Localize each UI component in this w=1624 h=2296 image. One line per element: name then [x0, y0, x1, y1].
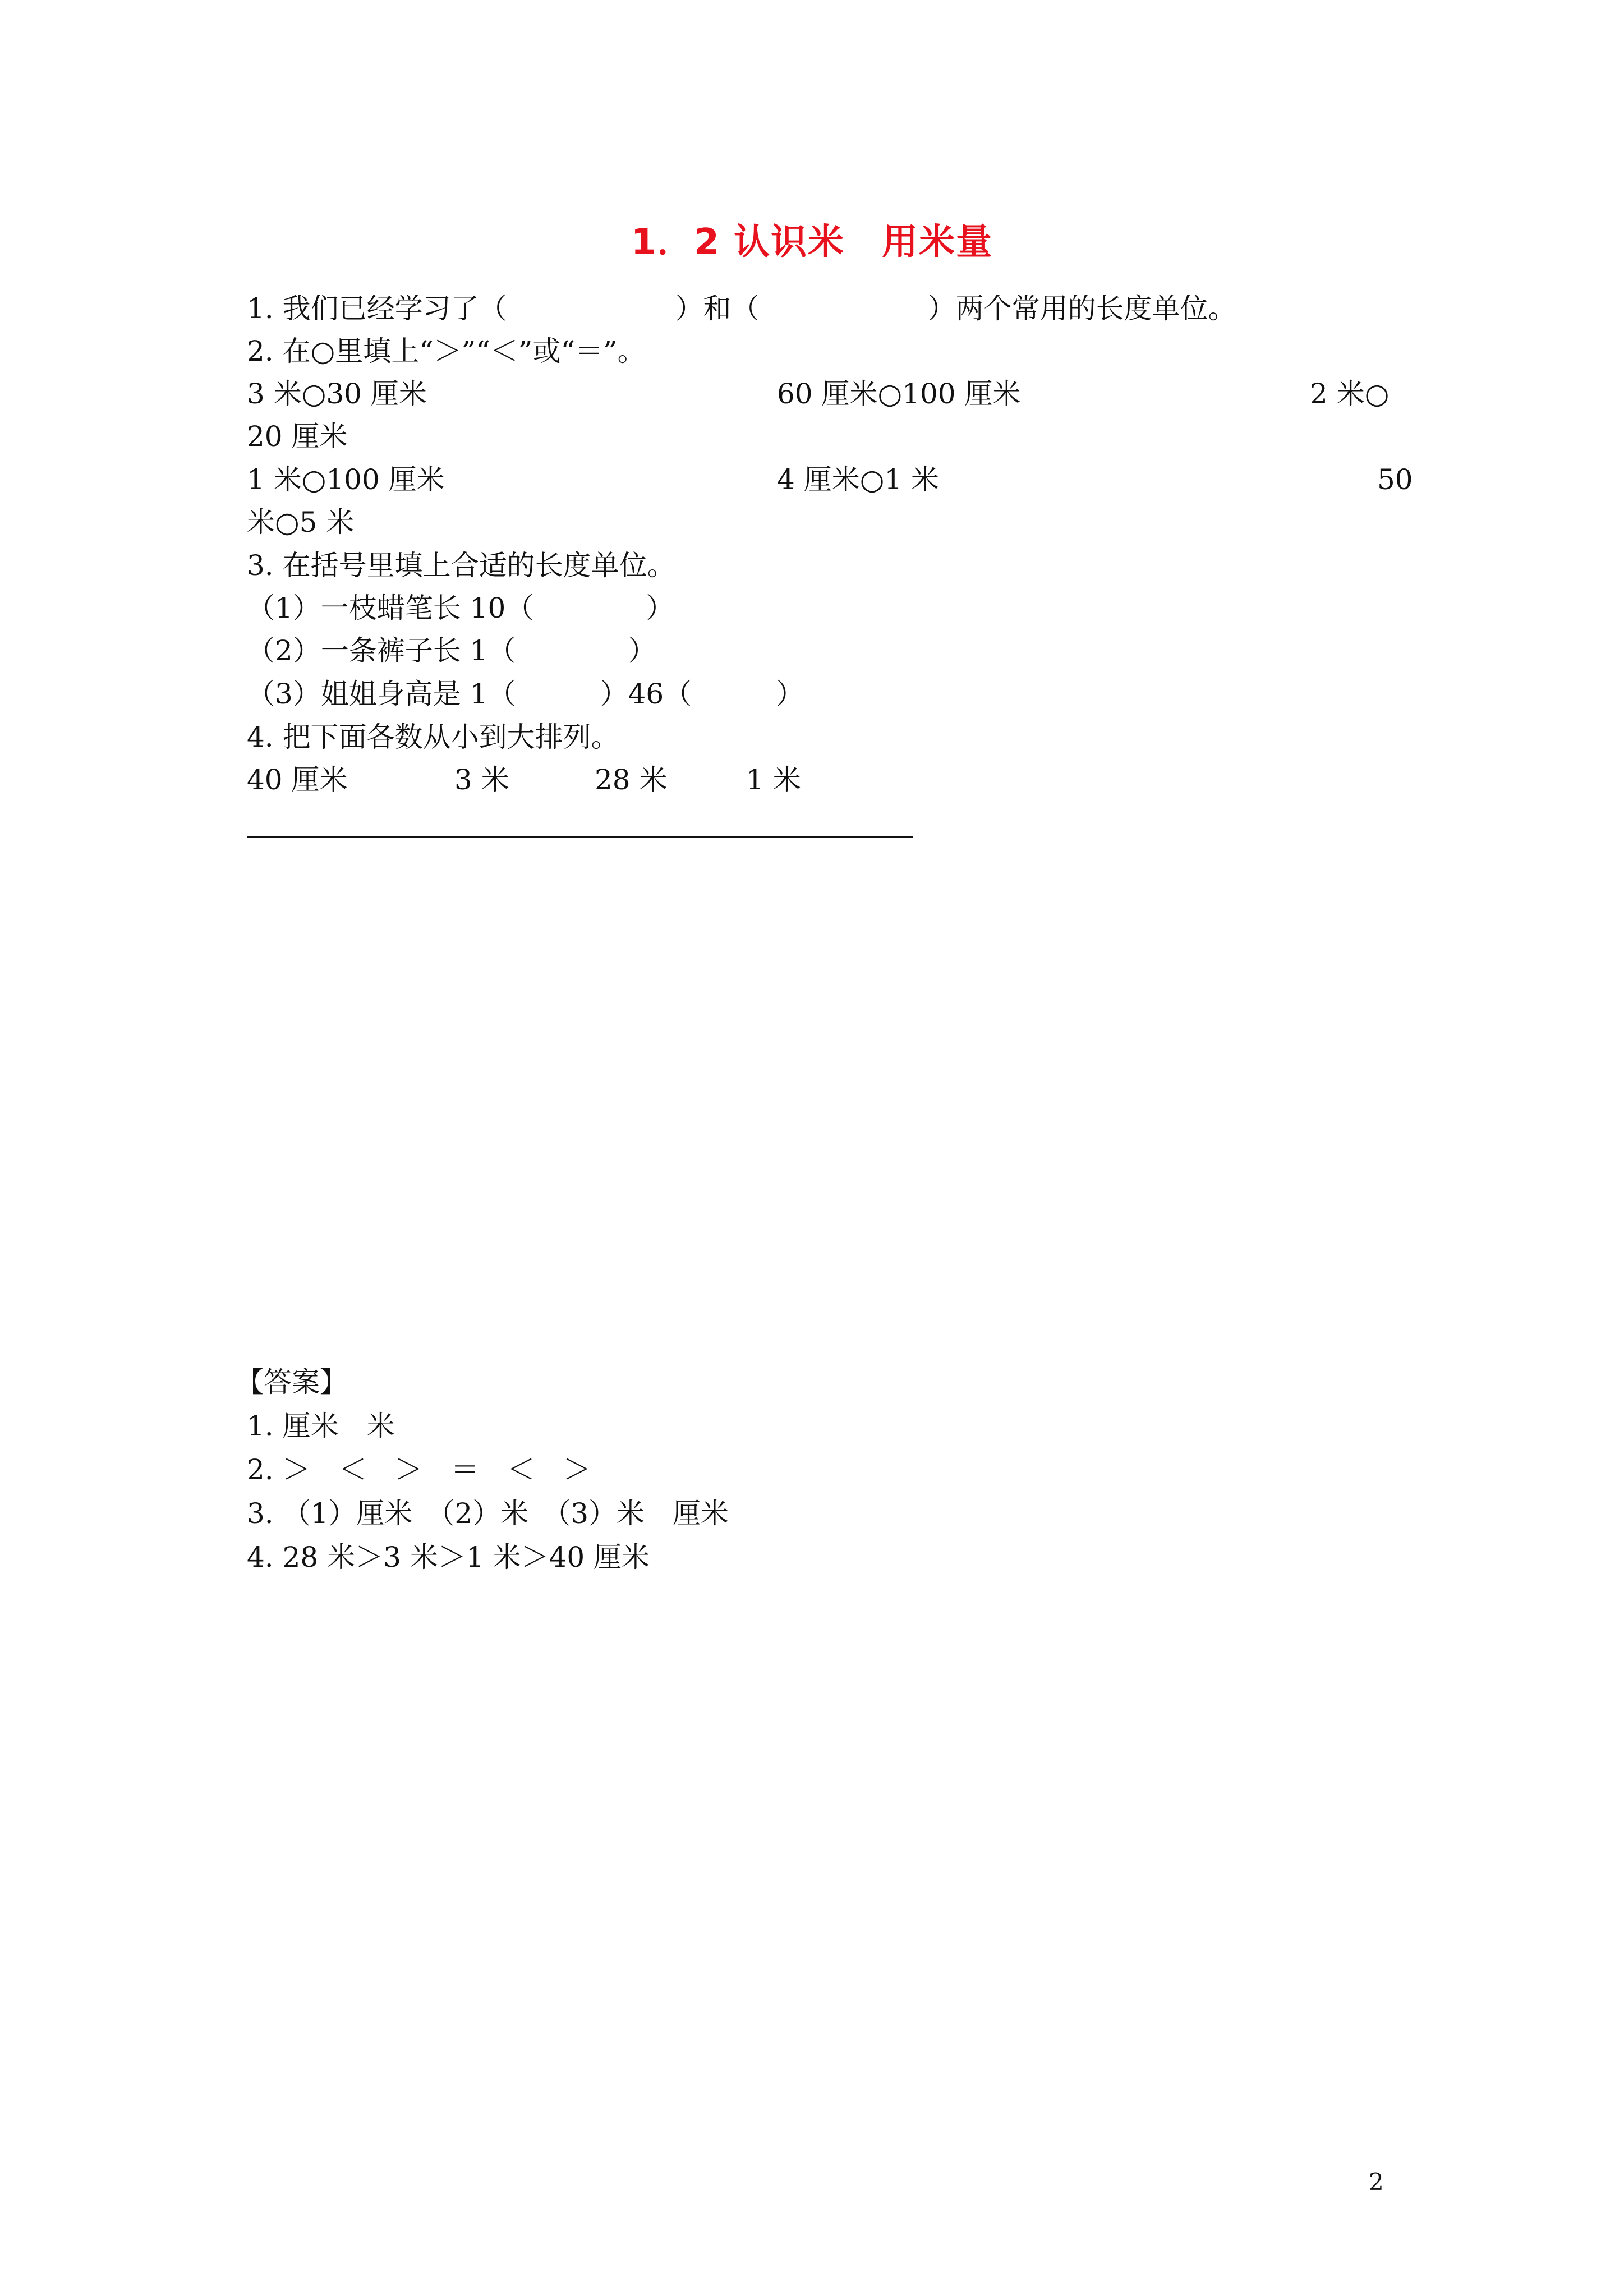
compare-item-4: 1 米○100 厘米 — [247, 463, 445, 496]
sort-value-4: 1 米 — [746, 763, 801, 796]
question-3-item-1: （1）一枝蜡笔长 10（ ） — [247, 592, 674, 624]
page-number: 2 — [1369, 2168, 1384, 2196]
compare-item-6-end: 米○5 米 — [247, 506, 355, 539]
sort-value-1: 40 厘米 — [247, 763, 348, 796]
compare-item-5: 4 厘米○1 米 — [777, 463, 940, 496]
question-3-item-2: （2）一条裤子长 1（ ） — [247, 634, 656, 667]
page-title: 1．2 认识米 用米量 — [631, 222, 993, 263]
answer-3: 3. （1）厘米 （2）米 （3）米 厘米 — [247, 1497, 729, 1530]
answer-1: 1. 厘米 米 — [247, 1410, 395, 1442]
compare-item-2: 60 厘米○100 厘米 — [777, 378, 1021, 410]
question-3-item-3: （3）姐姐身高是 1（ ）46（ ） — [247, 678, 804, 710]
answer-4: 4. 28 米＞3 米＞1 米＞40 厘米 — [247, 1541, 650, 1573]
question-4-heading: 4. 把下面各数从小到大排列。 — [247, 721, 619, 753]
sort-value-2: 3 米 — [454, 763, 509, 796]
compare-item-3-start: 2 米○ — [1310, 378, 1390, 410]
answer-line — [247, 836, 913, 838]
compare-item-1: 3 米○30 厘米 — [247, 378, 427, 410]
answers-heading: 【答案】 — [236, 1366, 348, 1398]
compare-item-6-start: 50 — [1377, 463, 1413, 496]
compare-item-3-end: 20 厘米 — [247, 420, 348, 453]
question-2-heading: 2. 在○里填上“＞”“＜”或“＝”。 — [247, 335, 646, 367]
question-3-heading: 3. 在括号里填上合适的长度单位。 — [247, 549, 675, 582]
question-1: 1. 我们已经学习了（ ）和（ ）两个常用的长度单位。 — [247, 292, 1236, 325]
sort-value-3: 28 米 — [595, 763, 668, 796]
answer-2: 2. ＞ ＜ ＞ ＝ ＜ ＞ — [247, 1453, 591, 1486]
